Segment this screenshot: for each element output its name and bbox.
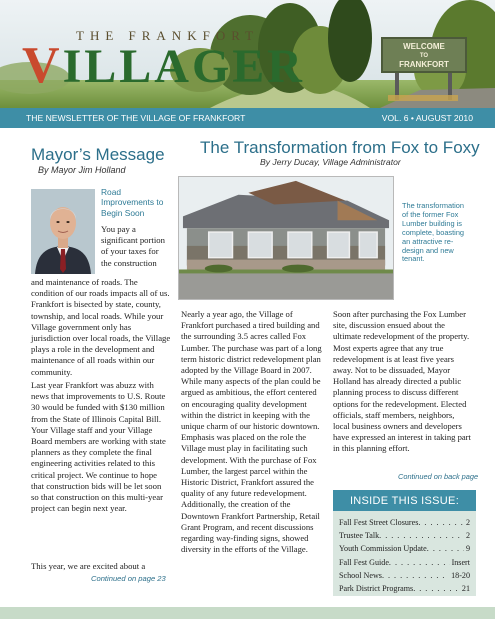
newsletter-title <box>22 28 305 94</box>
page-margin <box>0 619 495 640</box>
toc-item[interactable]: Fall Fest Street Closures . . . 2 <box>339 516 470 529</box>
banner-issue: VOL. 6 • AUGUST 2010 <box>381 113 473 123</box>
mayor-column <box>0 128 170 620</box>
title-prefix: THE FRANKFORT <box>76 28 260 43</box>
title-rest: ILLAGER <box>62 40 305 93</box>
mayor-paragraph-1: and maintenance of roads. The condition of our roads impacts all of us. Frankfort is bisected by state, county, township, and local roads. While your Village government only has jurisdiction over local roads, the Village plays a role in the development and maintenance of all roads within our community. <box>31 277 171 377</box>
mayor-portrait <box>31 189 95 274</box>
mayor-paragraph-3: This year, we are excited about a <box>31 561 146 571</box>
masthead <box>0 0 495 108</box>
title-main <box>22 37 305 94</box>
footer-bar <box>0 607 495 619</box>
toc-item[interactable]: Trustee Talk . . . 2 <box>339 529 470 542</box>
inside-heading: INSIDE THIS ISSUE: <box>333 490 476 511</box>
toc-item[interactable]: Park District Programs . . . 21 <box>339 582 470 595</box>
toc-list <box>333 511 476 595</box>
toc-item[interactable]: Youth Commission Update . . . 9 <box>339 542 470 555</box>
mayor-continued-link[interactable]: Continued on page 23 <box>91 574 166 583</box>
mayor-paragraph-1-narrow: You pay a significant portion of your taxes for the construction <box>101 224 165 268</box>
svg-text:FRANKFORT: FRANKFORT <box>399 60 449 69</box>
welcome-sign-icon: WELCOME <box>403 42 445 51</box>
issue-banner <box>0 108 495 128</box>
title-initial: V <box>22 37 63 94</box>
toc-item[interactable]: School News . . . 18-20 <box>339 569 470 582</box>
building-photo <box>178 176 394 300</box>
feature-byline: By Jerry Ducay, Village Administrator <box>260 157 401 167</box>
feature-continued-link[interactable]: Continued on back page <box>398 472 479 481</box>
mayor-heading: Mayor’s Message <box>31 145 165 164</box>
feature-heading: The Transformation from Fox to Foxy <box>200 138 480 157</box>
toc-item[interactable]: Fall Fest Guide . . . Insert <box>339 556 470 569</box>
banner-subtitle: THE NEWSLETTER OF THE VILLAGE OF FRANKFORT <box>26 113 246 123</box>
svg-text:TO: TO <box>419 53 429 59</box>
inside-this-issue-box <box>333 490 476 596</box>
photo-caption: The transformation of the former Fox Lumber building is complete, boasting an attractive re-design and new tenant. <box>402 201 465 264</box>
mayor-byline: By Mayor Jim Holland <box>38 165 126 175</box>
feature-column-2: Soon after purchasing the Fox Lumber site, discussion ensued about the ultimate redevelopment of the property. Most experts agree that any true redevelopment is at least five years away. Not to be dissuaded, Mayor Holland has already directed a public planning process to discuss different options for the redevelopment. Elected officials, staff members, neighbors, local business owners and developers have expressed an interest in taking part in this planning effort. <box>333 309 471 454</box>
feature-column-1: Nearly a year ago, the Village of Frankfort purchased a tired building and the surrounding 3.5 acres called Fox Lumber. The purchase was part of a long term historic district redevelopment plan adopted by the Village Board in 2007. While many aspects of the plan could be argued as ambitious, the effort centered on encouraging quality development within the district in keeping with the unique charm of our historic downtown. Emphasis was placed on the role the Village must play in facilitating such development. With the purchase of Fox Lumber, the largest parcel within the Historic District, Frankfort assured the quality of any future redevelopment. Additionally, the creation of the Downtown Frankfort Partnership, Retail Grant Program, and recent discussions regarding way-finding signs, showed diversity in the efforts of the Village. <box>181 309 322 555</box>
mayor-subheading: Road Improvements to Begin Soon <box>101 187 164 218</box>
mayor-paragraph-2: Last year Frankfort was abuzz with news that improvements to U.S. Route 30 would be funded with $130 million from the State of Illinois Capital Bill. Your Village staff and your Village Board members are working with state planners as they complete the final engineering activities related to this critical project. We continue to hope that construction bids will be let soon so that construction on this multi-year project can begin next year. <box>31 380 166 514</box>
